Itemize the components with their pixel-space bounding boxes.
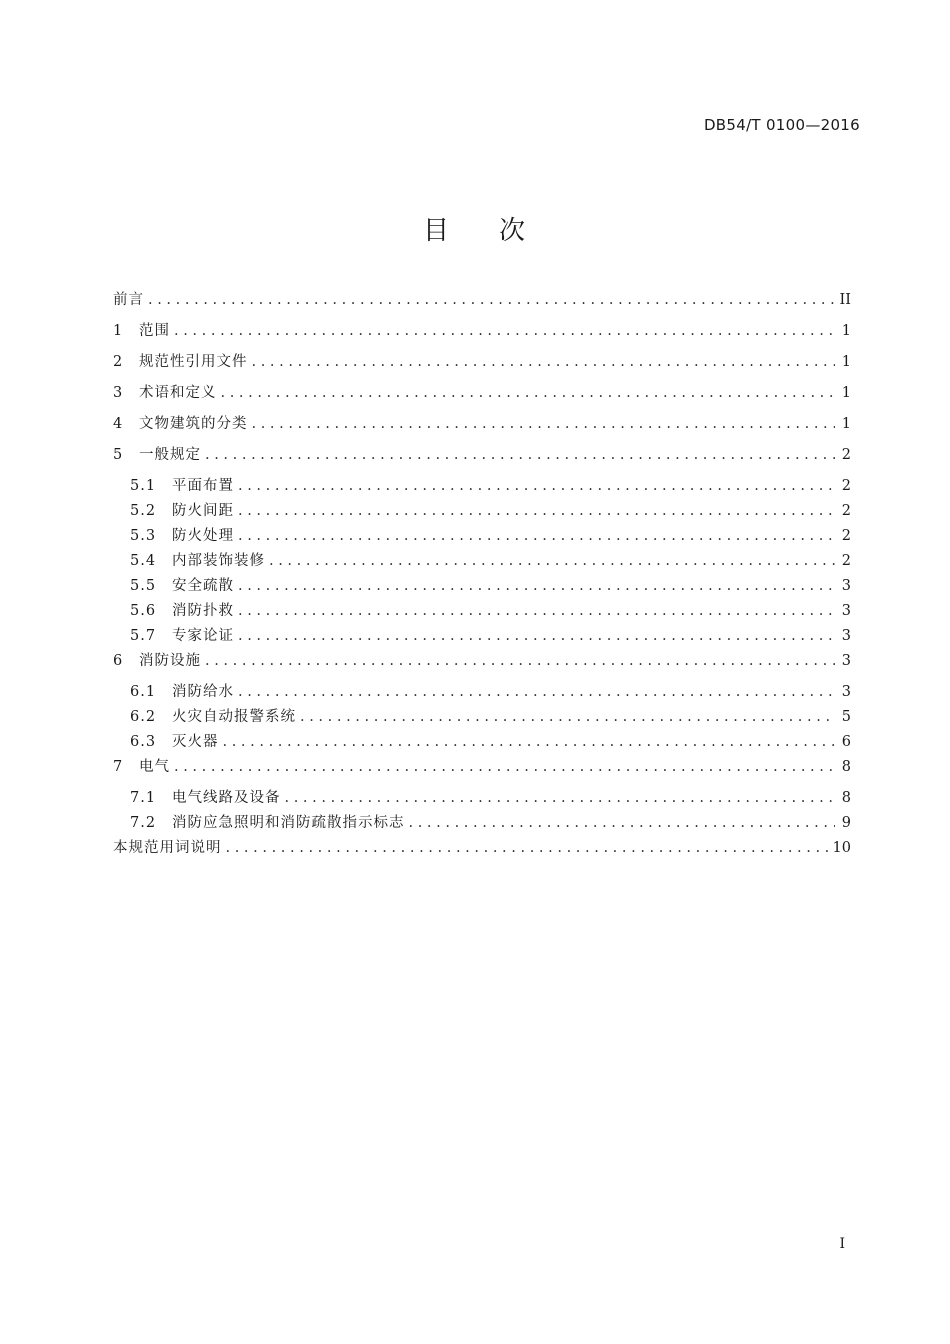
dot-leader: [226, 840, 829, 856]
toc-entry-page: 2: [841, 553, 851, 569]
toc-entry[interactable]: [113, 624, 851, 649]
toc-entry[interactable]: [113, 319, 851, 350]
toc-entry-page: 6: [841, 734, 851, 750]
dot-leader: [252, 416, 836, 432]
toc-entry-number: 1: [113, 323, 123, 339]
dot-leader: [300, 709, 835, 725]
toc-entry-page: 3: [841, 684, 851, 700]
toc-entry-label: 规范性引用文件: [139, 354, 248, 370]
toc-entry[interactable]: [113, 499, 851, 524]
toc-entry[interactable]: [113, 574, 851, 599]
toc-entry[interactable]: [113, 381, 851, 412]
toc-entry-number: 5.4: [130, 553, 157, 569]
toc-entry-page: 3: [841, 603, 851, 619]
toc-entry-page: II: [839, 292, 851, 308]
toc-entry-page: 8: [841, 790, 851, 806]
toc-entry[interactable]: [113, 786, 851, 811]
toc-entry-number: 7.1: [130, 790, 157, 806]
toc-entry[interactable]: [113, 599, 851, 624]
dot-leader: [238, 528, 835, 544]
document-code: DB54/T 0100—2016: [703, 116, 860, 134]
toc-entry-page: 2: [841, 503, 851, 519]
toc-entry-number: 7: [113, 759, 123, 775]
toc-entry-label: 安全疏散: [172, 578, 234, 594]
toc-entry-number: 2: [113, 354, 123, 370]
dot-leader: [223, 734, 836, 750]
toc-entry-number: 6: [113, 653, 123, 669]
toc-entry-label: 术语和定义: [139, 385, 217, 401]
toc-entry-page: 3: [841, 578, 851, 594]
toc-entry-page: 10: [832, 840, 851, 856]
toc-entry-number: 6.1: [130, 684, 157, 700]
toc-entry-label: 消防应急照明和消防疏散指示标志: [172, 815, 405, 831]
dot-leader: [252, 354, 836, 370]
toc-entry-number: 4: [113, 416, 123, 432]
dot-leader: [148, 292, 835, 308]
toc-entry-page: 3: [841, 653, 851, 669]
dot-leader: [238, 478, 835, 494]
toc-entry-page: 8: [841, 759, 851, 775]
dot-leader: [238, 603, 835, 619]
toc-entry-label: 一般规定: [139, 447, 201, 463]
toc-entry[interactable]: [113, 350, 851, 381]
toc-entry-label: 前言: [113, 292, 144, 308]
toc-entry-page: 1: [841, 323, 851, 339]
toc-entry-page: 2: [841, 528, 851, 544]
toc-entry-number: 5.3: [130, 528, 157, 544]
toc-entry[interactable]: [113, 412, 851, 443]
toc-entry[interactable]: [113, 705, 851, 730]
dot-leader: [205, 653, 835, 669]
toc-entry-label: 消防给水: [172, 684, 234, 700]
toc-entry-label: 电气: [139, 759, 170, 775]
toc-entry-number: 3: [113, 385, 123, 401]
toc-entry-label: 防火处理: [172, 528, 234, 544]
toc-entry[interactable]: [113, 649, 851, 680]
toc-entry-label: 文物建筑的分类: [139, 416, 248, 432]
toc-entry-number: 5.1: [130, 478, 157, 494]
toc-entry-number: 5.6: [130, 603, 157, 619]
toc-entry-number: 5.5: [130, 578, 157, 594]
toc-entry-page: 2: [841, 478, 851, 494]
toc-entry-label: 消防设施: [139, 653, 201, 669]
toc-entry-page: 1: [841, 354, 851, 370]
dot-leader: [238, 503, 835, 519]
toc-entry-page: 5: [841, 709, 851, 725]
dot-leader: [238, 628, 835, 644]
toc-entry-page: 1: [841, 385, 851, 401]
toc-entry-label: 专家论证: [172, 628, 234, 644]
toc-entry-label: 本规范用词说明: [113, 840, 222, 856]
toc-entry-number: 6.3: [130, 734, 157, 750]
toc-entry-page: 1: [841, 416, 851, 432]
dot-leader: [285, 790, 836, 806]
toc-entry[interactable]: [113, 755, 851, 786]
toc-entry-label: 范围: [139, 323, 170, 339]
toc-entry-label: 电气线路及设备: [172, 790, 281, 806]
toc-entry-number: 5.7: [130, 628, 157, 644]
dot-leader: [221, 385, 836, 401]
toc-entry-label: 灭火器: [172, 734, 219, 750]
dot-leader: [409, 815, 836, 831]
toc-entry[interactable]: [113, 680, 851, 705]
page-title: [0, 210, 950, 247]
toc-entry-number: 5: [113, 447, 123, 463]
toc-entry[interactable]: [113, 730, 851, 755]
dot-leader: [269, 553, 835, 569]
toc-entry-label: 火灾自动报警系统: [172, 709, 296, 725]
dot-leader: [174, 759, 835, 775]
toc-entry-number: 6.2: [130, 709, 157, 725]
page-number: I: [839, 1236, 845, 1252]
toc-entry-number: 5.2: [130, 503, 157, 519]
dot-leader: [174, 323, 835, 339]
title-char-2: 次: [499, 216, 528, 246]
toc-entry[interactable]: [113, 836, 851, 867]
toc-entry-label: 防火间距: [172, 503, 234, 519]
toc-entry[interactable]: [113, 443, 851, 474]
toc-entry-page: 2: [841, 447, 851, 463]
toc-entry-page: 9: [841, 815, 851, 831]
toc-entry-label: 内部装饰装修: [172, 553, 265, 569]
toc-entry[interactable]: [113, 811, 851, 836]
title-char-1: 目: [422, 216, 451, 246]
toc-entry-label: 平面布置: [172, 478, 234, 494]
dot-leader: [238, 684, 835, 700]
table-of-contents: [113, 288, 851, 867]
toc-entry-page: 3: [841, 628, 851, 644]
toc-entry[interactable]: [113, 474, 851, 499]
dot-leader: [205, 447, 835, 463]
dot-leader: [238, 578, 835, 594]
toc-entry[interactable]: [113, 524, 851, 549]
toc-entry-number: 7.2: [130, 815, 157, 831]
toc-entry-label: 消防扑救: [172, 603, 234, 619]
toc-entry[interactable]: [113, 549, 851, 574]
toc-entry[interactable]: [113, 288, 851, 319]
